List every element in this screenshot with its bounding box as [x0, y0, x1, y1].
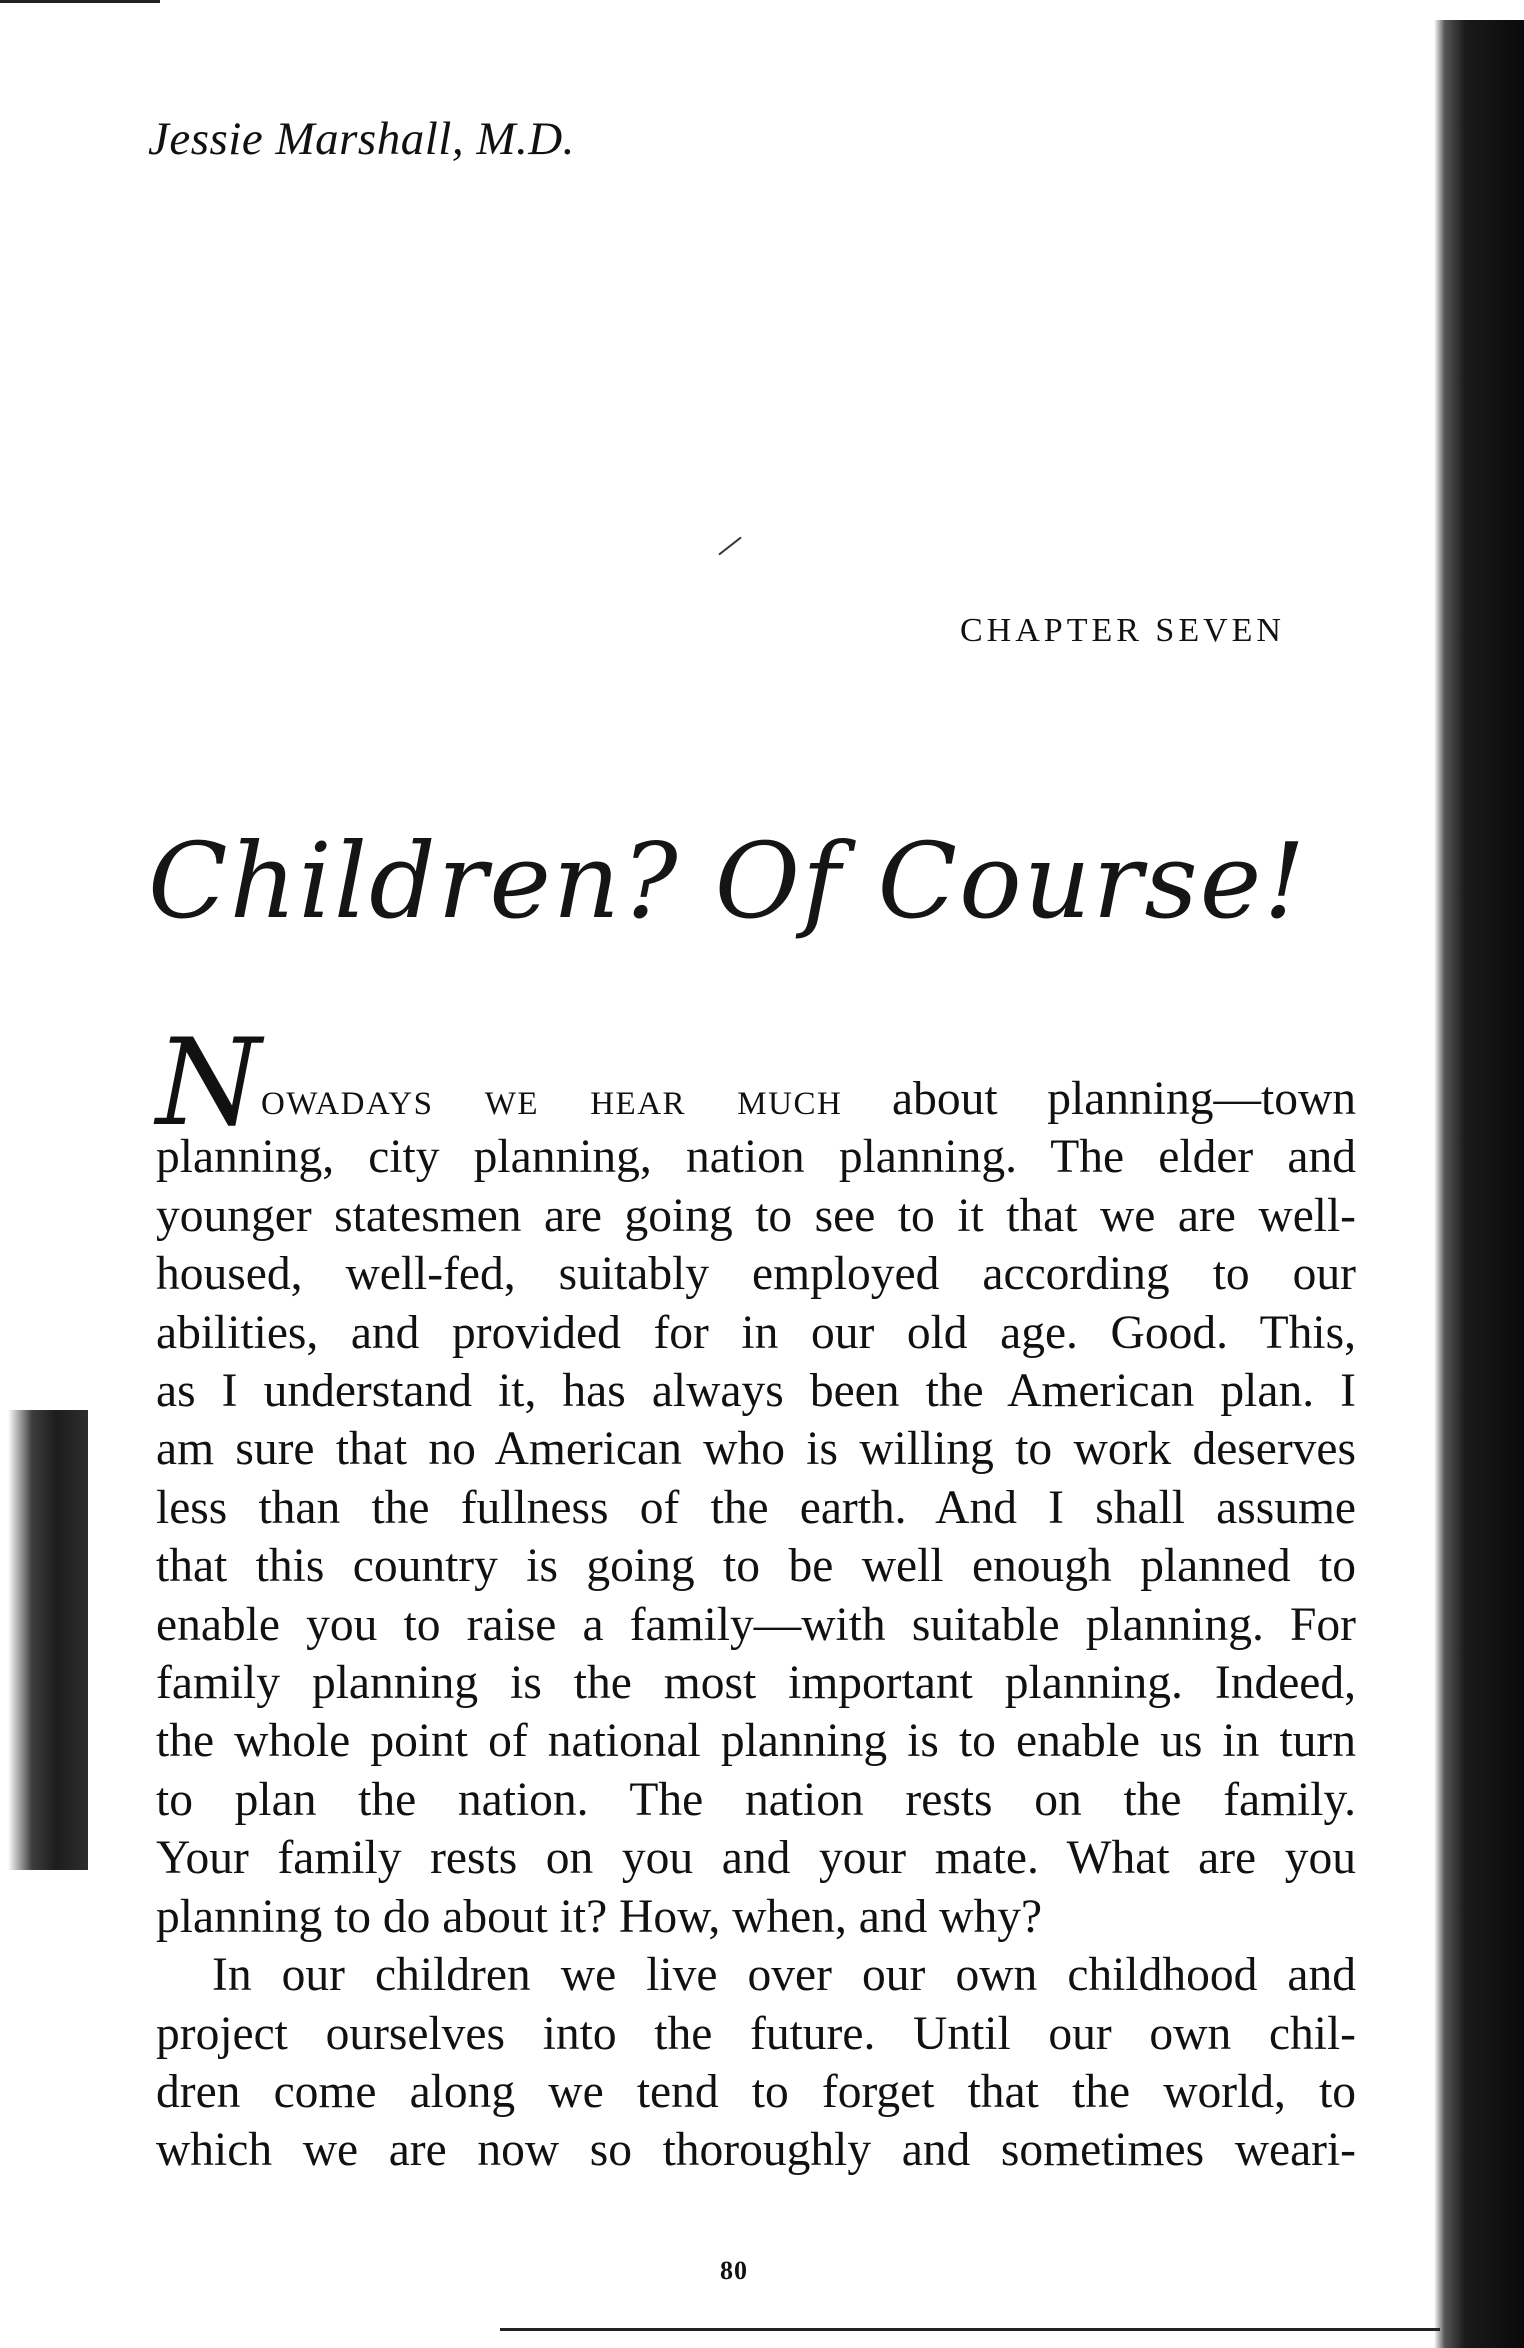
- lead-in-smallcaps: owadays we hear much: [261, 1073, 843, 1125]
- text-line: housed, well-fed, suitably employed according to our: [156, 1248, 1356, 1301]
- text-line: abilities, and provided for in our old age. Good. This,: [156, 1306, 1356, 1359]
- paragraph-2: [156, 1946, 1356, 2180]
- text-line: Your family rests on you and your mate. What are you: [156, 1832, 1356, 1885]
- text-line: enable you to raise a family—with suitable planning. For: [156, 1598, 1356, 1651]
- body-text: [156, 1014, 1356, 2180]
- text-line: to plan the nation. The nation rests on the family.: [156, 1773, 1356, 1826]
- scan-stray-mark: [718, 537, 741, 556]
- text-line: which we are now so thoroughly and sometimes weari-: [156, 2124, 1356, 2177]
- text-line: planning to do about it? How, when, and why?: [156, 1890, 1043, 1943]
- chapter-label: CHAPTER SEVEN: [960, 612, 1285, 649]
- text-line: younger statesmen are going to see to it that we are well-: [156, 1189, 1356, 1242]
- drop-cap: N: [156, 1014, 261, 1153]
- running-head-author: Jessie Marshall, M.D.: [148, 113, 575, 165]
- scan-top-rule: [0, 0, 160, 3]
- scan-left-shadow: [8, 1410, 88, 1870]
- text-line: planning, city planning, nation planning. The elder and: [156, 1131, 1356, 1184]
- text-line: project ourselves into the future. Until our own chil-: [156, 2007, 1356, 2060]
- text-line: as I understand it, has always been the American plan. I: [156, 1365, 1356, 1418]
- scan-bottom-rule: [500, 2328, 1440, 2331]
- text-line: [156, 1014, 1356, 1153]
- text-line: less than the fullness of the earth. And I shall assume: [156, 1481, 1356, 1534]
- text-line: that this country is going to be well enough planned to: [156, 1540, 1356, 1593]
- page-number: 80: [720, 2256, 748, 2285]
- chapter-title: Children? Of Course!: [148, 820, 1308, 942]
- text-line: the whole point of national planning is to enable us in turn: [156, 1715, 1356, 1768]
- line-text: about planning—town: [842, 1073, 1356, 1125]
- text-line: dren come along we tend to forget that the world, to: [156, 2065, 1356, 2118]
- scan-binding-shadow: [1434, 20, 1524, 2348]
- text-line: In our children we live over our own childhood and: [212, 1949, 1356, 2002]
- text-line: family planning is the most important planning. Indeed,: [156, 1657, 1356, 1710]
- paragraph-1: [156, 1014, 1356, 1946]
- text-line: am sure that no American who is willing to work deserves: [156, 1423, 1356, 1476]
